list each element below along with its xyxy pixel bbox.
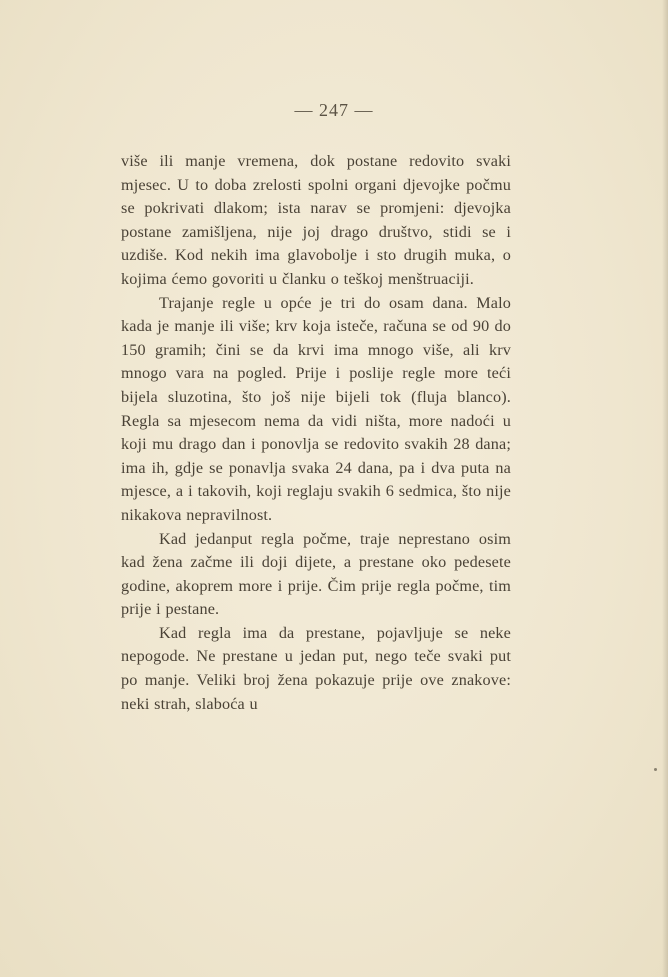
body-text xyxy=(121,150,511,716)
paragraph-2: Trajanje regle u opće je tri do osam dana. Malo kada je manje ili više; krv koja isteče, računa se od 90 do 150 gramih; čini se da krvi ima mnogo više, ali krv mnogo vara na pogled. Prije i poslije regle more teći bijela sluzotina, što još nije bijeli tok (fluja blanco). Regla sa mjesecom nema da vidi ništa, more nadoći u koji mu drago dan i ponovlja se redovito svakih 28 dana; ima ih, gdje se ponavlja svaka 24 dana, pa i dva puta na mjesce, a i takovih, koji reglaju svakih 6 sedmica, što nije nikakova nepravilnost. xyxy=(121,293,511,524)
page-edge-shadow xyxy=(662,0,668,977)
paragraph-4: Kad regla ima da prestane, pojavljuje se neke nepogode. Ne prestane u jedan put, nego teče svaki put po manje. Veliki broj žena pokazuje prije ove znakove: neki strah, slaboća u xyxy=(121,623,511,713)
paragraph-3: Kad jedanput regla počme, traje neprestano osim kad žena začme ili doji dijete, a prestane oko pedesete godine, akoprem more i prije. Čim prije regla počme, tim prije i pestane. xyxy=(121,529,511,619)
page-number: — 247 — xyxy=(294,100,374,120)
paper-speck xyxy=(654,768,657,771)
paragraph-1: više ili manje vremena, dok postane redovito svaki mjesec. U to doba zrelosti spolni organi djevojke počmu se pokrivati dlakom; ista narav se promjeni: djevojka postane zamišljena, nije joj drago društvo, stidi se i uzdiše. Kod nekih ima glavobolje i sto drugih muka, o kojima ćemo govoriti u članku o teškoj menštruaciji. xyxy=(121,152,511,288)
